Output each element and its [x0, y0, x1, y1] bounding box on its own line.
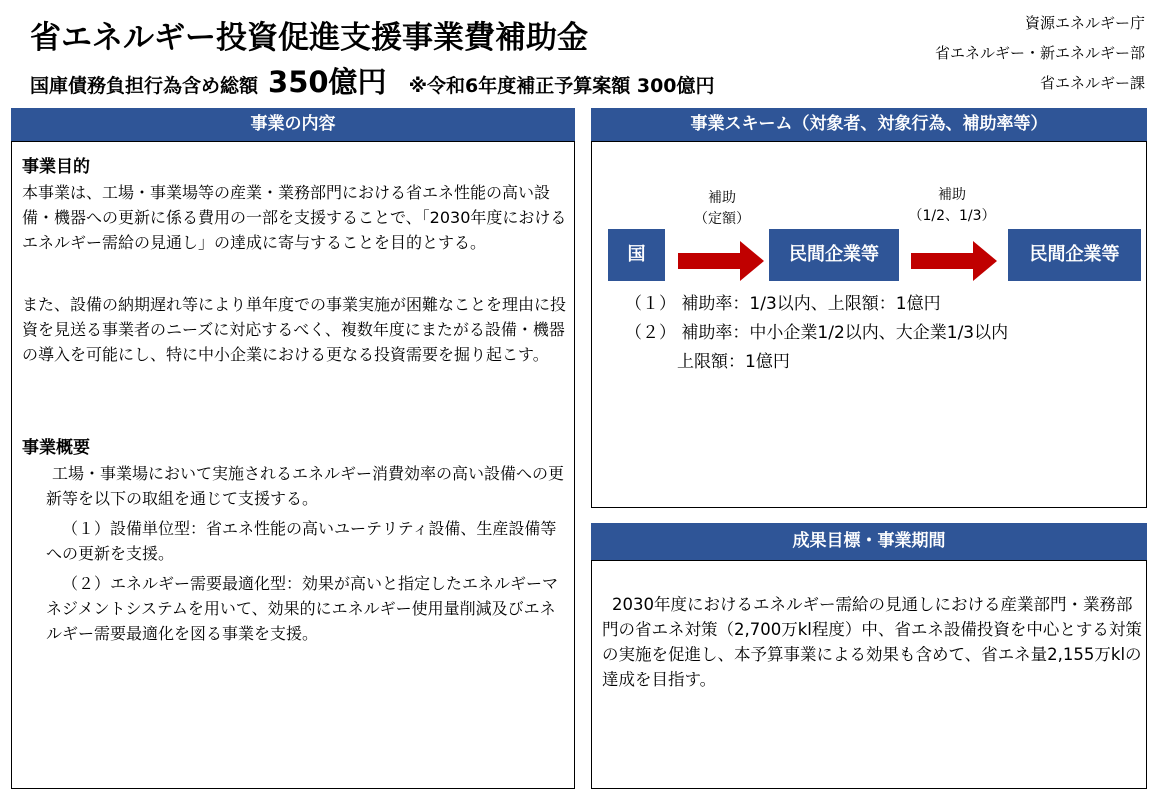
budget-label: 国庫債務負担行為含め総額: [30, 75, 259, 97]
org-department: 省エネルギー・新エネルギー部: [934, 44, 1145, 62]
purpose-paragraph-2: また、設備の納期遅れ等により単年度での事業実施が困難なことを理由に投資を見送る事業者のニーズに対応するべく、複数年度にまたがる設備・機器の導入を可能にし、特に中小企業における更なる投資需要を掘り起こす。: [22, 295, 567, 364]
subsidy-rate-2: （２） 補助率：中小企業1/2以内、大企業1/3以内: [625, 323, 1009, 343]
overview-heading: 事業概要: [22, 438, 90, 458]
subsidy-cap-2: 上限額：1億円: [677, 352, 790, 372]
content-section-box: [11, 141, 575, 789]
budget-note: ※令和6年度補正予算案額 300億円: [408, 75, 715, 97]
budget-line: [30, 60, 715, 101]
goal-section-header: 成果目標・事業期間: [591, 523, 1147, 560]
overview-paragraph-2: （１）設備単位型：省エネ性能の高いユーテリティ設備、生産設備等への更新を支援。: [46, 519, 557, 563]
org-agency: 資源エネルギー庁: [1024, 14, 1145, 32]
arrow-right-icon: [911, 241, 999, 281]
page-title: 省エネルギー投資促進支援事業費補助金: [30, 20, 588, 56]
overview-paragraph-3: （２）エネルギー需要最適化型：効果が高いと指定したエネルギーマネジメントシステムを用いて、効果的にエネルギー使用量削減及びエネルギー需要最適化を図る事業を支援。: [46, 574, 559, 643]
arrow-right-icon: [678, 241, 766, 281]
purpose-paragraph-1: 本事業は、工場・事業場等の産業・業務部門における省エネ性能の高い設備・機器への更新に係る費用の一部を支援することで、「2030年度におけるエネルギー需給の見通し」の達成に寄与することを目的とする。: [22, 183, 567, 252]
arrow2-label: 補助: [938, 187, 966, 203]
goal-section-box: [591, 560, 1147, 789]
goal-text: 2030年度におけるエネルギー需給の見通しにおける産業部門・業務部門の省エネ対策（2,700万kl程度）中、省エネ設備投資を中心とする対策の実施を促進し、本予算事業による効果も含めて、省エネ量2,155万klの達成を目指す。: [602, 595, 1142, 689]
subsidy-rate-1: （１） 補助率：1/3以内、上限額：1億円: [625, 294, 941, 314]
content-section-header: 事業の内容: [11, 108, 575, 141]
scheme-section-header: 事業スキーム（対象者、対象行為、補助率等）: [591, 108, 1147, 141]
node-private-company-2: 民間企業等: [1008, 229, 1141, 281]
arrow1-sublabel: （定額）: [694, 211, 750, 227]
overview-paragraph-1: 工場・事業場において実施されるエネルギー消費効率の高い設備への更新等を以下の取組を通じて支援する。: [46, 464, 565, 508]
org-division: 省エネルギー課: [1039, 74, 1145, 92]
arrow2-sublabel: （1/2、1/3）: [908, 208, 996, 224]
scheme-section-box: [591, 141, 1147, 508]
budget-amount: 350億円: [268, 65, 387, 99]
node-private-company-1: 民間企業等: [769, 229, 899, 281]
node-country: 国: [608, 229, 665, 281]
arrow1-label: 補助: [708, 190, 736, 206]
purpose-heading: 事業目的: [22, 157, 90, 177]
